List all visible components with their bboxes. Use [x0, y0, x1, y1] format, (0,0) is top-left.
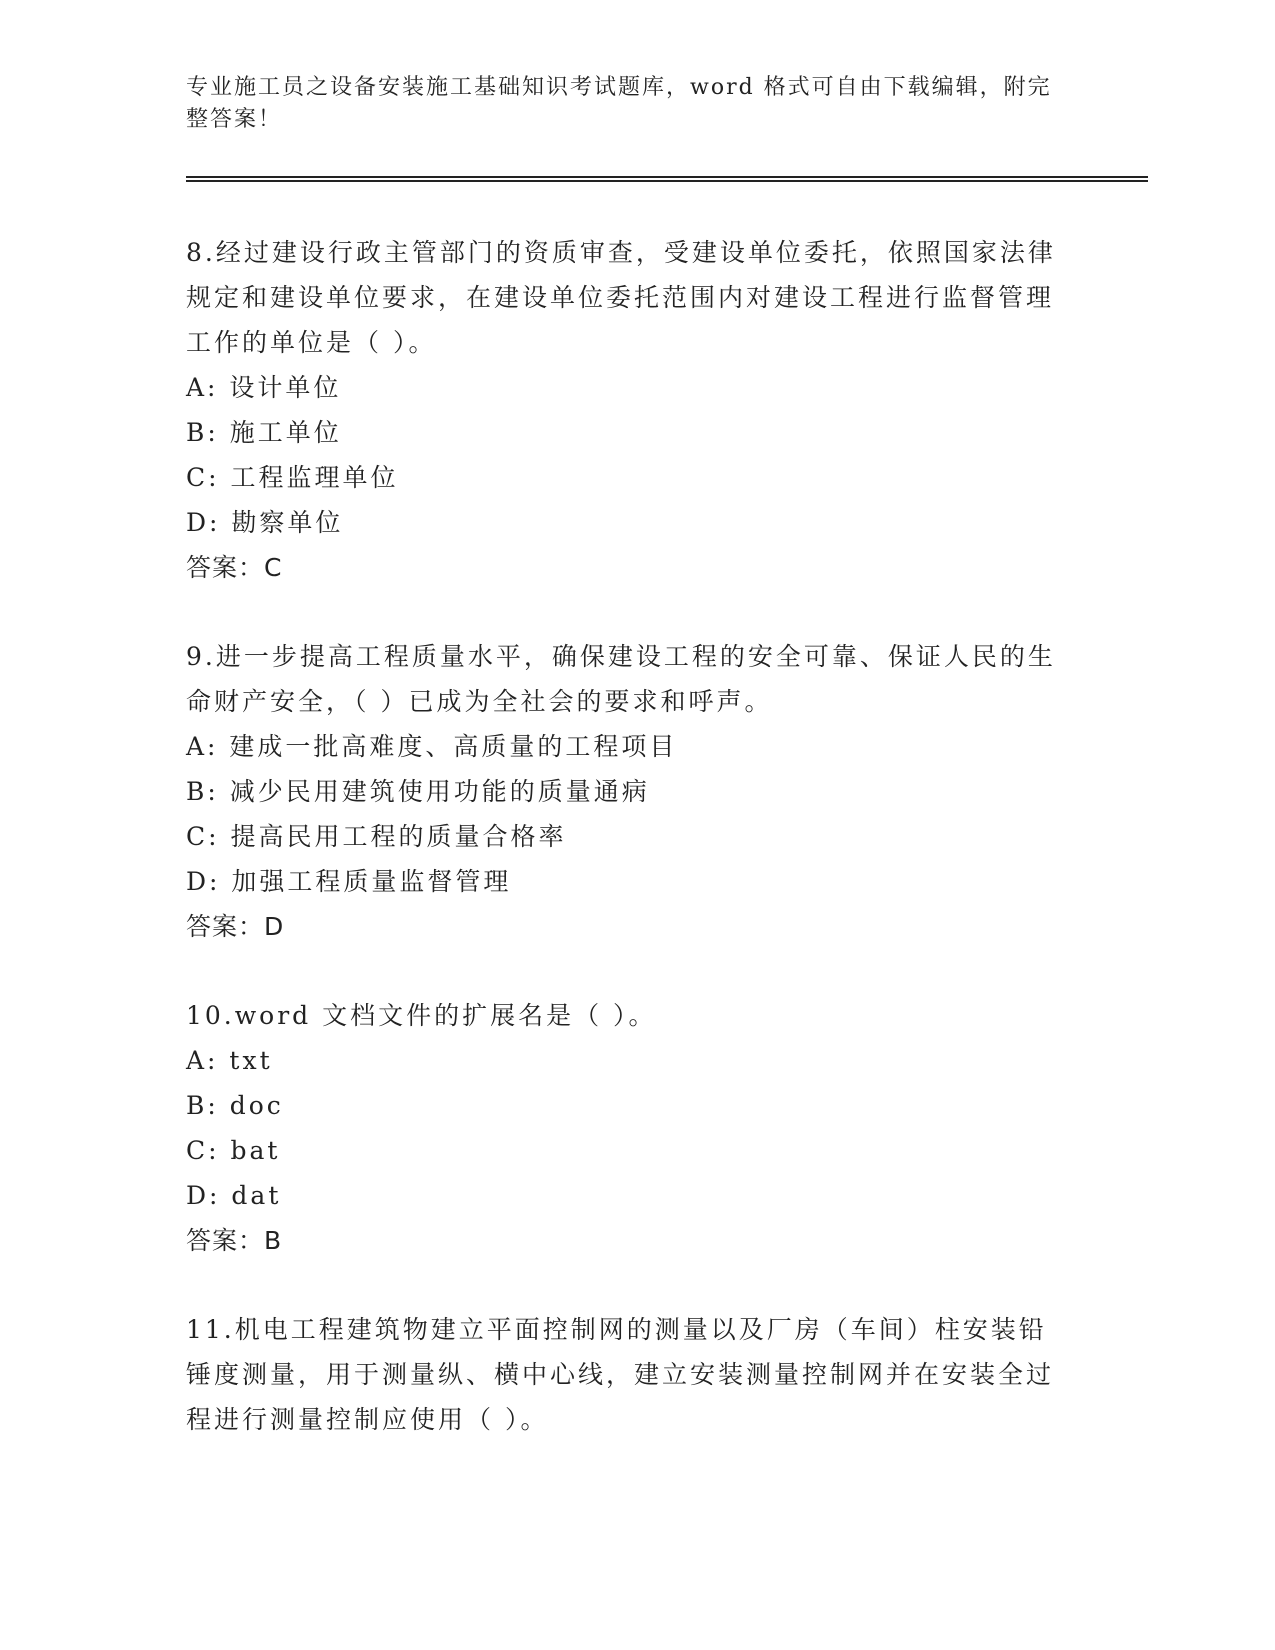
option-d: D: 勘察单位 [186, 508, 344, 537]
question-9 [186, 634, 1066, 949]
answer: 答案：D [186, 912, 285, 941]
header-divider [186, 176, 1148, 182]
option-a: A: 建成一批高难度、高质量的工程项目 [186, 732, 678, 761]
question-8 [186, 230, 1066, 590]
answer: 答案：B [186, 1226, 283, 1255]
option-a: A: 设计单位 [186, 373, 342, 402]
option-b: B: 减少民用建筑使用功能的质量通病 [186, 777, 650, 806]
option-d: D: dat [186, 1181, 282, 1210]
option-b: B: 施工单位 [186, 418, 342, 447]
question-10 [186, 993, 1066, 1263]
option-c: C: 工程监理单位 [186, 463, 399, 492]
option-a: A: txt [186, 1046, 273, 1075]
answer: 答案：C [186, 553, 283, 582]
question-stem: 11.机电工程建筑物建立平面控制网的测量以及厂房（车间）柱安装铅锤度测量，用于测量纵、横中心线，建立安装测量控制网并在安装全过程进行测量控制应使用（ ）。 [186, 1315, 1055, 1434]
option-c: C: bat [186, 1136, 281, 1165]
document-header: 专业施工员之设备安装施工基础知识考试题库，word 格式可自由下载编辑，附完整答案！ [186, 75, 1052, 132]
question-list [186, 230, 1066, 1486]
question-11 [186, 1307, 1066, 1442]
option-c: C: 提高民用工程的质量合格率 [186, 822, 567, 851]
question-stem: 9.进一步提高工程质量水平，确保建设工程的安全可靠、保证人民的生命财产安全，（ ）已成为全社会的要求和呼声。 [186, 642, 1056, 716]
option-d: D: 加强工程质量监督管理 [186, 867, 512, 896]
question-stem: 10.word 文档文件的扩展名是（ ）。 [186, 1001, 657, 1030]
option-b: B: doc [186, 1091, 284, 1120]
question-stem: 8.经过建设行政主管部门的资质审查，受建设单位委托，依照国家法律规定和建设单位要求，在建设单位委托范围内对建设工程进行监督管理工作的单位是（ ）。 [186, 238, 1056, 357]
